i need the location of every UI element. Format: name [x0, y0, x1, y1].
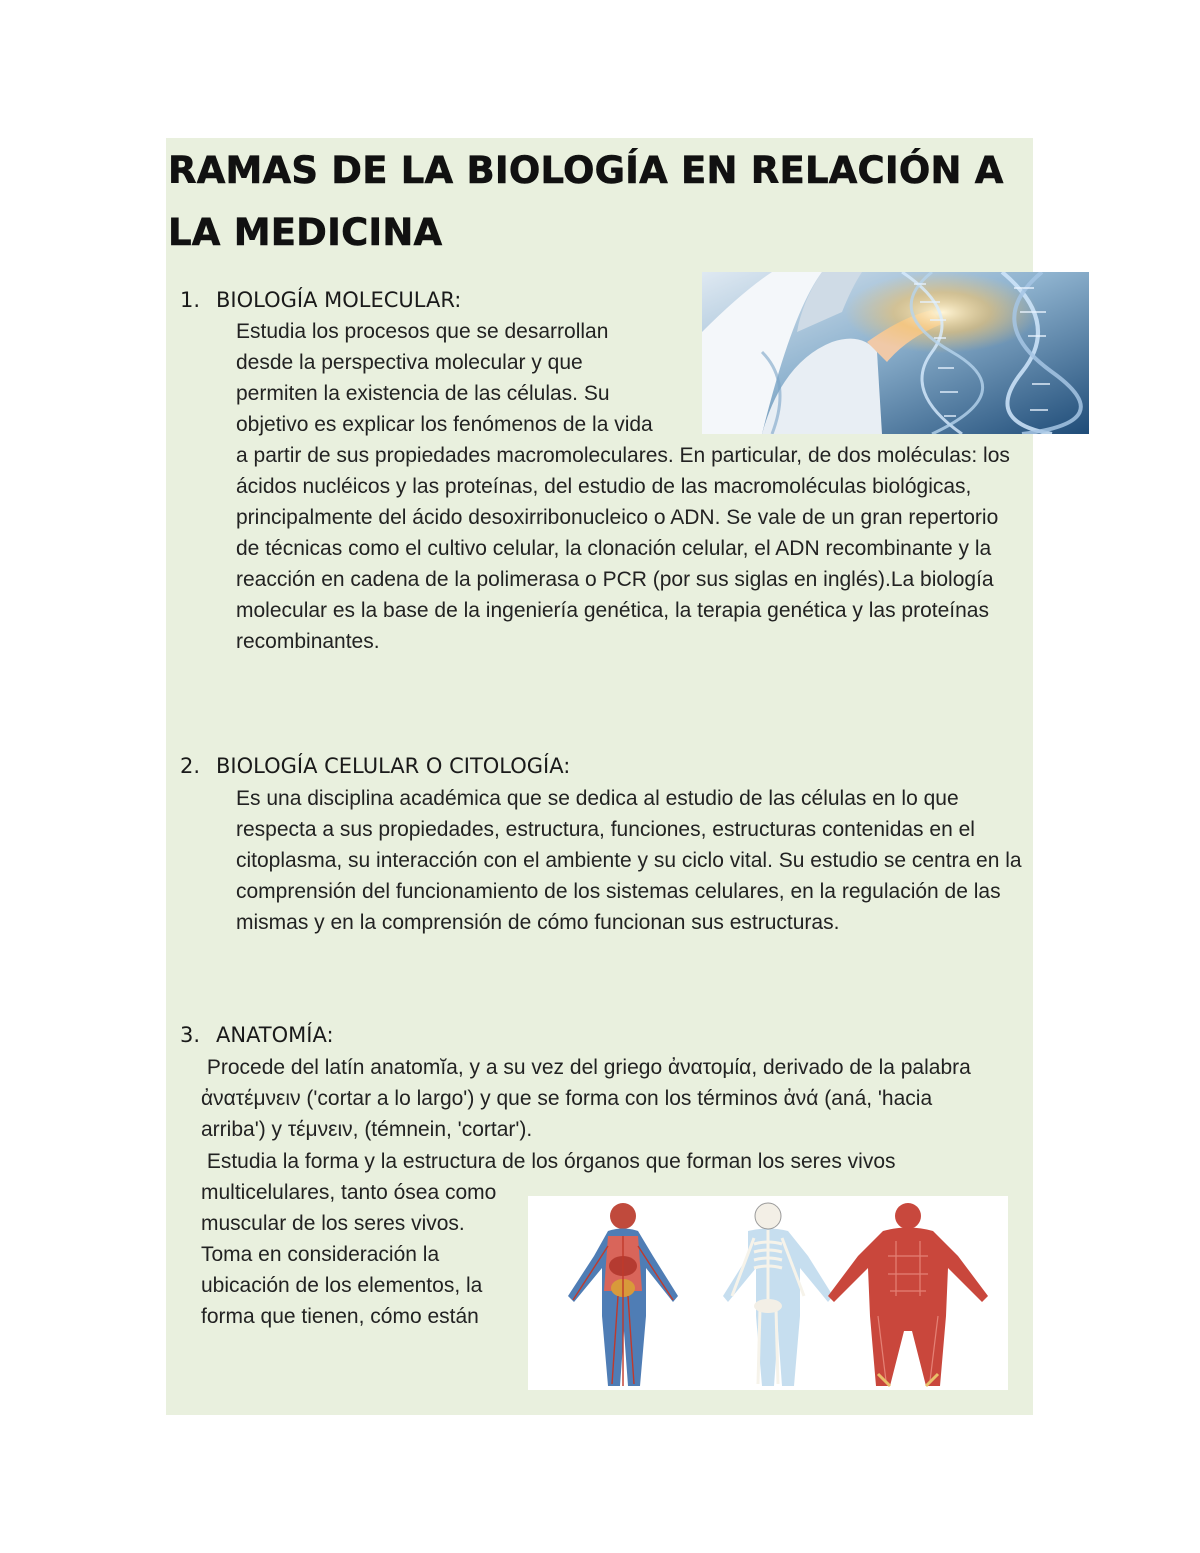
section-number: 3.	[180, 1023, 201, 1047]
section-heading-cellular	[180, 752, 570, 780]
section-title: BIOLOGÍA CELULAR O CITOLOGÍA:	[216, 754, 571, 778]
section-number: 1.	[180, 288, 201, 312]
anatomy-systems-image	[528, 1196, 1008, 1390]
document-title: RAMAS DE LA BIOLOGÍA EN RELACIÓN A LA MEDICINA	[168, 149, 1004, 254]
section-body: Estudia los procesos que se desarrollan desde la perspectiva molecular y que permiten la existencia de las células. Su objetivo es explicar los fenómenos de la vida a partir de sus propiedades macromoleculares. En particular, de dos moléculas: los ácidos nucléicos y las proteínas, del estudio de las macromoléculas biológicas, principalmente del ácido desoxirribonucleico o ADN. Se vale de un gran repertorio de técnicas como el cultivo celular, la clonación celular, el ADN recombinante y la reacción en cadena de la polimerasa o PCR (por sus siglas en inglés).La biología molecular es la base de la ingeniería genética, la terapia genética y las proteínas recombinantes.	[236, 320, 1010, 653]
section-text-anatomy-study: Estudia la forma y la estructura de los órganos que forman los seres vivos	[201, 1150, 896, 1173]
section-text-anatomy-study-rest: multicelulares, tanto ósea como muscular de los seres vivos. Toma en consideración la ubicación de los elementos, la forma que tienen, cómo están	[201, 1181, 497, 1328]
section-title: BIOLOGÍA MOLECULAR:	[216, 288, 462, 312]
section-heading-anatomy	[180, 1021, 334, 1049]
section-title: ANATOMÍA:	[216, 1023, 334, 1047]
section-text-anatomy-etymology: Procede del latín anatomĭa, y a su vez del griego ἀνατομία, derivado de la palabra ἀνατέμνειν ('cortar a lo largo') y que se forma con los términos ἀνά (aná, 'hacia arriba') y τέμνειν, (témnein, 'cortar').	[201, 1056, 977, 1141]
section-heading-molecular	[180, 286, 461, 314]
dna-helix-image	[702, 272, 1089, 434]
section-number: 2.	[180, 754, 201, 778]
section-text-cellular: Es una disciplina académica que se dedica al estudio de las células en lo que respecta a sus propiedades, estructura, funciones, estructuras contenidas en el citoplasma, su interacción con el ambiente y su ciclo vital. Su estudio se centra en la comprensión del funcionamiento de los sistemas celulares, en la regulación de las mismas y en la comprensión de cómo funcionan sus estructuras.	[236, 787, 1022, 934]
